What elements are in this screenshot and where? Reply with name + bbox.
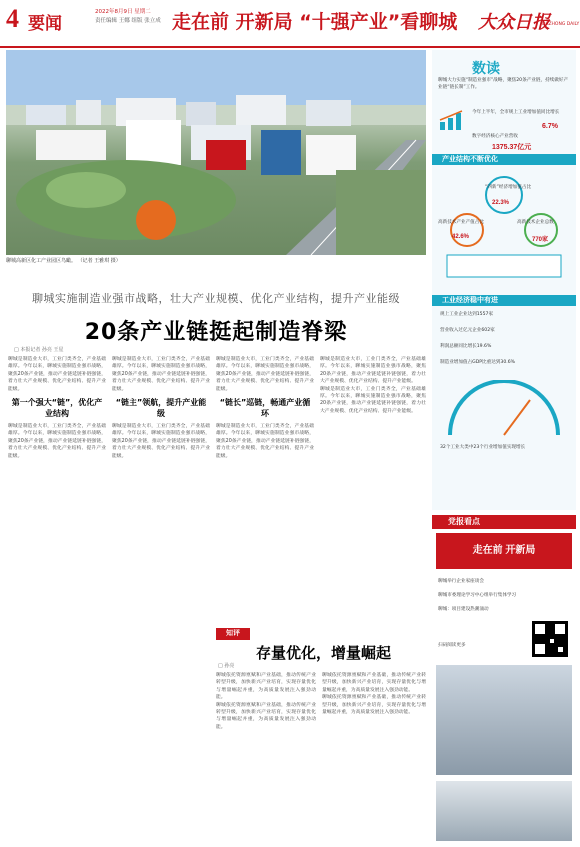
highlights-title: 党报看点: [432, 515, 576, 529]
photo-caption: [6, 258, 426, 265]
kpi-2-value: 1375.37亿元: [492, 144, 532, 151]
sidebar-section-industry: 工业经济稳中有进: [432, 295, 576, 306]
article-column-3: [216, 356, 314, 626]
photo-credit: （记者 王雅琪 摄）: [77, 258, 121, 264]
column-2-text: 聊城是制造业大市，工业门类齐全，产业基础雄厚。今年以来，聊城实施制造业强市战略，聚焦20条产业链，推动产业链延链补链强链，着力壮大产业规模、优化产业结构、提升产业能级。: [112, 357, 210, 392]
kpi-1-value: 6.7%: [542, 123, 558, 130]
issue-date: 2022年8月9日 星期二: [95, 9, 151, 15]
column-3-text-2: 聊城是制造业大市，工业门类齐全，产业基础雄厚。今年以来，聊城实施制造业强市战略，聚焦20条产业链，推动产业链延链补链强链，着力壮大产业规模、优化产业结构、提升产业能级。: [216, 424, 314, 459]
commentary-article: [6, 628, 426, 843]
qr-code-icon[interactable]: [532, 621, 568, 657]
article-byline: □ 本报记者 孙亮 王星: [14, 347, 64, 353]
aerial-photo: [6, 50, 426, 255]
stat-b-label: 高新技术产业产值占比: [438, 220, 484, 225]
article-column-1: [8, 356, 106, 626]
article-headline: 20条产业链挺起制造脊梁: [84, 320, 348, 345]
photo-caption-text: 聊城高新区化工产业园区鸟瞰。: [6, 258, 77, 264]
commentary-text-2b: 聊城依托资源禀赋和产业基础，推动传统产业转型升级，加快新兴产业培育，实现存量优化与增量崛起并重，为高质量发展注入强劲动能。: [322, 695, 426, 716]
stat-c-label: 高新技术企业总数: [517, 220, 554, 225]
column-banner: 走在前 开新局 “十强产业”看聊城: [172, 11, 458, 33]
editor-line: 责任编辑 王娜 组版 张立成: [95, 18, 161, 24]
commentary-col-2: [322, 672, 426, 840]
commentary-text-1b: 聊城依托资源禀赋和产业基础，推动传统产业转型升级，加快新兴产业培育，实现存量优化与增量崛起并重，为高质量发展注入强劲动能。: [216, 702, 316, 730]
stat-b-value: 42.6%: [452, 234, 470, 240]
workshop-photo: [436, 781, 572, 841]
section-name: 要闻: [28, 14, 62, 34]
bullet-3: 利润总额同比增长19.6%: [440, 344, 492, 349]
commentary-title: 存量优化，增量崛起: [256, 644, 392, 662]
column-3-subhead: “链长”巡链，畅通产业循环: [219, 398, 311, 419]
commentary-tag: 知评: [216, 628, 250, 640]
column-3-text: 聊城是制造业大市，工业门类齐全，产业基础雄厚。今年以来，聊城实施制造业强市战略，聚焦20条产业链，推动产业链延链补链强链，着力壮大产业规模、优化产业结构、提升产业能级。: [216, 357, 314, 392]
article-subhead: 聊城实施制造业强市战略，壮大产业规模、优化产业结构，提升产业能级: [32, 292, 400, 305]
column-1-text-2: 聊城是制造业大市，工业门类齐全，产业基础雄厚。今年以来，聊城实施制造业强市战略，聚焦20条产业链，推动产业链延链补链强链，着力壮大产业规模、优化产业结构、提升产业能级。: [8, 424, 106, 459]
bullet-1: 规上工业企业达到1557家: [440, 312, 494, 317]
sidebar-section-structure: 产业结构不断优化: [432, 154, 576, 165]
commentary-col-1: [216, 672, 316, 840]
newspaper-logo-sub: DAZHONG DAILY: [542, 22, 580, 27]
highlights-banner: 走在前 开新局: [436, 533, 572, 569]
bullet-4: 制造业增加值占GDP比重达到30.6%: [440, 360, 515, 365]
stat-a-label: “四新”经济增加值占比: [484, 185, 532, 190]
sidebar-title: 数读: [472, 61, 500, 77]
qr-label: 扫码阅读更多: [438, 643, 466, 648]
factory-photo: [436, 665, 572, 775]
kpi-1-label: 今年上半年，全市规上工业增加值同比增长: [472, 110, 560, 115]
highlight-item-3[interactable]: 聊城：项目建设热潮涌动: [438, 607, 489, 612]
bullet-2: 营业收入过亿元企业602家: [440, 328, 495, 333]
kpi-2-label: 数字经济核心产业营收: [472, 134, 518, 139]
commentary-byline: □ 孙亮: [218, 663, 235, 669]
growth-chart-icon: [438, 110, 468, 130]
highlight-item-1[interactable]: 聊城举行企业家座谈会: [438, 579, 484, 584]
column-2-subhead: “链主”领航，提升产业能级: [115, 398, 207, 419]
column-1-text: 聊城是制造业大市，工业门类齐全，产业基础雄厚。今年以来，聊城实施制造业强市战略，聚焦20条产业链，推动产业链延链补链强链，着力壮大产业规模、优化产业结构、提升产业能级。: [8, 357, 106, 392]
bullet-5: 32个工业大类中23个行业增加值实现增长: [440, 445, 526, 450]
commentary-text-2: 聊城依托资源禀赋和产业基础，推动传统产业转型升级，加快新兴产业培育，实现存量优化与增量崛起并重，为高质量发展注入强劲动能。: [322, 673, 426, 693]
column-2-text-2: 聊城是制造业大市，工业门类齐全，产业基础雄厚。今年以来，聊城实施制造业强市战略，聚焦20条产业链，推动产业链延链补链强链，着力壮大产业规模、优化产业结构、提升产业能级。: [112, 424, 210, 459]
stat-a-value: 22.3%: [492, 200, 510, 206]
column-4-text-2: 聊城是制造业大市，工业门类齐全，产业基础雄厚。今年以来，聊城实施制造业强市战略，聚焦20条产业链，推动产业链延链补链强链，着力壮大产业规模、优化产业结构、提升产业能级。: [320, 386, 426, 414]
highlight-item-2[interactable]: 聊城市委理论学习中心组举行集体学习: [438, 593, 517, 598]
newspaper-logo: 大众日报: [478, 12, 550, 33]
column-4-text: 聊城是制造业大市，工业门类齐全，产业基础雄厚。今年以来，聊城实施制造业强市战略，聚焦20条产业链，推动产业链延链补链强链，着力壮大产业规模、优化产业结构、提升产业能级。: [320, 357, 426, 385]
page-number: 4: [6, 4, 19, 33]
article-column-2: [112, 356, 210, 626]
commentary-text-1: 聊城依托资源禀赋和产业基础，推动传统产业转型升级，加快新兴产业培育，实现存量优化与增量崛起并重，为高质量发展注入强劲动能。: [216, 673, 316, 701]
stat-c-value: 770家: [532, 237, 549, 243]
article-column-4: [320, 356, 426, 626]
data-sidebar: [432, 50, 576, 510]
aerial-photo-scene: [6, 50, 426, 255]
party-paper-highlights: [432, 515, 576, 843]
industry-gauge-graphic: [440, 380, 568, 440]
sidebar-intro: 聊城大力实施“制造业强市”战略，聚焦20条产业链，持续做好产业链“链长制”工作。: [438, 78, 569, 90]
column-1-subhead: 第一个强大“链”，优化产业结构: [11, 398, 103, 419]
